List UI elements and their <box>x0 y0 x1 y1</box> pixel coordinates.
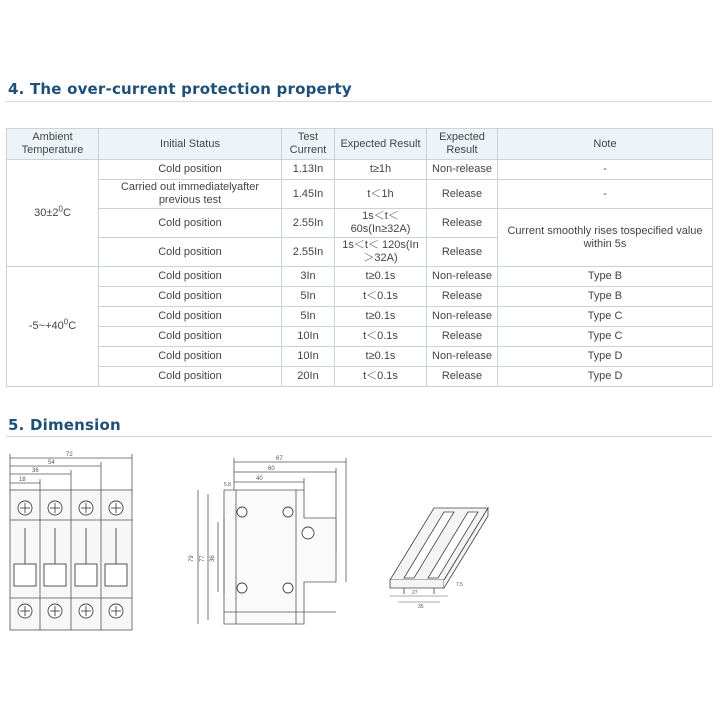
cell-outcome: Release <box>427 180 498 209</box>
cell-outcome: Release <box>427 238 498 267</box>
dim-27: 27 <box>412 590 418 596</box>
cell-note: Type D <box>498 367 713 387</box>
table-row <box>7 307 713 327</box>
header-ambient: Ambient Temperature <box>7 129 99 160</box>
din-rail-drawing <box>384 500 504 610</box>
dim-36-h: 36 <box>210 555 216 562</box>
header-test-current: Test Current <box>282 129 335 160</box>
table-row <box>7 180 713 209</box>
cell-result: 1s＜t＜ 120s(In＞32A) <box>335 238 427 267</box>
table-header-row <box>7 129 713 160</box>
cell-note: - <box>498 180 713 209</box>
dim-7-5: 7.5 <box>456 582 463 588</box>
table-row <box>7 347 713 367</box>
section-5-title: 5. Dimension <box>8 416 121 434</box>
cell-current: 5In <box>282 307 335 327</box>
table-row <box>7 367 713 387</box>
cell-status: Cold position <box>99 287 282 307</box>
cell-current: 1.45In <box>282 180 335 209</box>
cell-current: 20In <box>282 367 335 387</box>
cell-result: t＜1h <box>335 180 427 209</box>
cell-status: Cold position <box>99 209 282 238</box>
table-row <box>7 287 713 307</box>
table-row <box>7 160 713 180</box>
dim-18: 18 <box>19 477 26 483</box>
dim-36: 36 <box>32 468 39 474</box>
dim-79: 79 <box>189 555 195 562</box>
dim-35: 35 <box>418 604 424 610</box>
dim-77: 77 <box>200 555 206 562</box>
header-note: Note <box>498 129 713 160</box>
cell-status: Cold position <box>99 238 282 267</box>
dim-40: 40 <box>256 476 263 482</box>
cell-outcome: Non-release <box>427 160 498 180</box>
cell-result: t＜0.1s <box>335 327 427 347</box>
cell-result: 1s＜t＜ 60s(In≥32A) <box>335 209 427 238</box>
cell-status: Carried out immediatelyafter previous test <box>99 180 282 209</box>
ambient-temp-2: $-5\sim+40^0C$ <box>7 267 99 387</box>
cell-status: Cold position <box>99 347 282 367</box>
cell-note: Type C <box>498 307 713 327</box>
cell-status: Cold position <box>99 160 282 180</box>
cell-note: Type B <box>498 267 713 287</box>
cell-status: Cold position <box>99 327 282 347</box>
cell-note: Type B <box>498 287 713 307</box>
header-expected-result: Expected Result <box>335 129 427 160</box>
cell-result: t＜0.1s <box>335 367 427 387</box>
overcurrent-table <box>6 128 713 387</box>
cell-current: 3In <box>282 267 335 287</box>
cell-status: Cold position <box>99 267 282 287</box>
dim-72: 72 <box>66 452 73 458</box>
cell-outcome: Release <box>427 327 498 347</box>
header-initial-status: Initial Status <box>99 129 282 160</box>
cell-outcome: Release <box>427 287 498 307</box>
ambient-temp-1: $30\pm 2^0C$ <box>7 160 99 267</box>
cell-status: Cold position <box>99 367 282 387</box>
dim-60: 60 <box>268 466 275 472</box>
cell-result: t≥1h <box>335 160 427 180</box>
cell-result: t≥0.1s <box>335 347 427 367</box>
cell-current: 10In <box>282 347 335 367</box>
cell-outcome: Non-release <box>427 347 498 367</box>
cell-result: t≥0.1s <box>335 267 427 287</box>
cell-current: 10In <box>282 327 335 347</box>
cell-status: Cold position <box>99 307 282 327</box>
dim-54: 54 <box>48 460 55 466</box>
front-view-drawing <box>4 448 144 638</box>
cell-note: Type D <box>498 347 713 367</box>
side-view-drawing <box>189 452 364 637</box>
cell-current: 1.13In <box>282 160 335 180</box>
cell-note: Type C <box>498 327 713 347</box>
table-row <box>7 267 713 287</box>
cell-note: Current smoothly rises tospecified value within 5s <box>498 209 713 267</box>
cell-outcome: Non-release <box>427 267 498 287</box>
cell-outcome: Non-release <box>427 307 498 327</box>
dim-5-8: 5.8 <box>224 482 231 488</box>
cell-result: t≥0.1s <box>335 307 427 327</box>
cell-current: 5In <box>282 287 335 307</box>
section-4-title: 4. The over-current protection property <box>8 80 352 98</box>
section-5-divider <box>6 436 712 437</box>
cell-outcome: Release <box>427 367 498 387</box>
table-row <box>7 209 713 238</box>
dim-67: 67 <box>276 456 283 462</box>
cell-note: - <box>498 160 713 180</box>
table-row <box>7 327 713 347</box>
cell-current: 2.55In <box>282 238 335 267</box>
header-expected-result-2: Expected Result <box>427 129 498 160</box>
cell-outcome: Release <box>427 209 498 238</box>
section-4-divider <box>6 101 712 102</box>
cell-current: 2.55In <box>282 209 335 238</box>
cell-result: t＜0.1s <box>335 287 427 307</box>
